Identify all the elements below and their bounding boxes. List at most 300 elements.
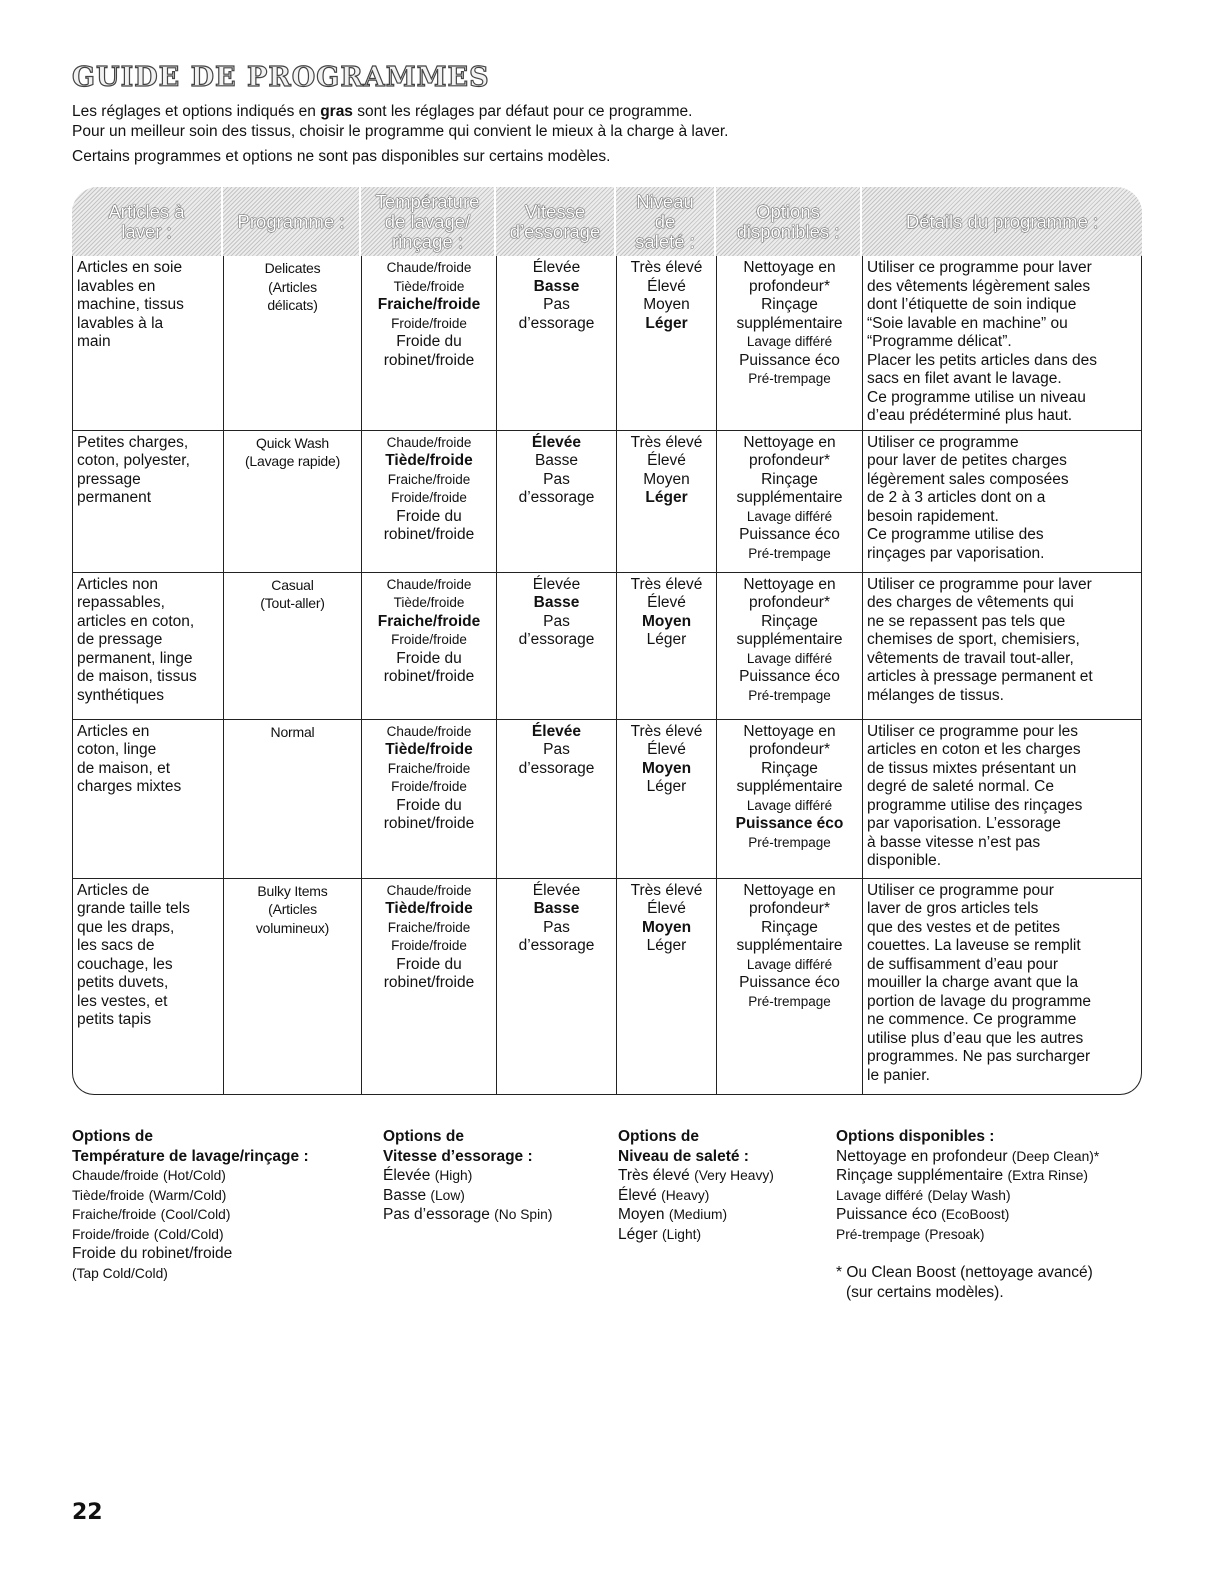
program-guide-table [72,187,1142,1095]
cell-line: couchage, les [77,955,173,973]
cell-options [716,879,862,1095]
cell-line: Froide du [396,955,462,973]
cell-line: Pré-trempage [748,371,831,386]
cell-line: pour laver de petites charges [867,452,1067,469]
cell-line: Élevé [647,277,686,295]
cell-articles [72,573,223,720]
legend-item-en: (Cold/Cold) [153,1226,224,1242]
cell-line: des vêtements légèrement sales [867,277,1091,295]
header-salete [616,187,716,256]
cell-line: Ce programme utilise des [867,526,1044,543]
cell-line: Chaude/froide [386,434,472,450]
legend-item-en: (Tap Cold/Cold) [72,1265,168,1281]
cell-line: Léger [646,937,687,954]
cell-vitesse [496,879,616,1095]
cell-line: robinet/froide [383,974,475,991]
legend-item-en: (Heavy) [661,1187,710,1203]
cell-line: petits tapis [77,1011,152,1028]
legend-item-en: (Medium) [668,1207,728,1222]
cell-line: (Articles [268,278,317,295]
cell-line: laver de gros articles tels [867,900,1039,917]
program-guide-table-container [72,187,1142,1092]
table-row [72,879,1142,1095]
cell-line: Utiliser ce programme pour les [867,722,1079,740]
cell-line: des charges de vêtements qui [867,594,1074,611]
cell-options [716,720,862,879]
cell-line: profondeur* [748,741,830,758]
legend-item [836,1186,1099,1206]
legend-item-fr: Fraiche/froide [72,1207,157,1222]
cell-line: Articles en [77,722,150,740]
cell-line: Articles en soie [77,259,183,276]
cell-line: Élevé [647,741,686,758]
legend-item [618,1186,774,1206]
cell-line: Basse [534,452,579,469]
cell-line: Chaude/froide [386,882,472,898]
cell-line: Petites charges, [77,433,189,451]
cell-salete [616,720,716,879]
cell-line: Léger [645,489,688,506]
legend-item [72,1244,309,1264]
cell-line: Pas [543,741,570,758]
cell-programme [223,879,361,1095]
cell-articles [72,431,223,573]
legend-heading: Options de [618,1128,699,1145]
legend-item-en: (No Spin) [494,1207,553,1222]
legend-item [836,1205,1099,1225]
legend-item [72,1205,309,1225]
header-line: Vitesse [524,200,586,222]
cell-programme [223,573,361,720]
cell-line: Basse [533,277,580,295]
cell-line: ne se repassent pas tels que [867,612,1066,630]
cell-line: lavables en [77,277,156,295]
cell-line: Placer les petits articles dans des [867,351,1098,369]
header-line: de lavage/ [384,210,471,232]
cell-line: Pré-trempage [748,545,831,561]
cell-line: robinet/froide [383,526,475,543]
header-line: de [654,210,676,232]
cell-salete [616,879,716,1095]
cell-line: petits duvets, [77,974,169,991]
legend-item [383,1205,552,1225]
cell-line: profondeur* [748,452,830,469]
legend-options [836,1127,1099,1244]
cell-line: Tiède/froide [385,741,473,758]
legend-item-en: (Deep Clean)* [1011,1148,1100,1164]
cell-line: ne commence. Ce programme [867,1011,1077,1028]
page-title: GUIDE DE PROGRAMMES [72,62,490,93]
legend-heading: Température de lavage/rinçage : [72,1147,309,1165]
cell-line: Élevée [531,722,582,740]
cell-line: Tiède/froide [385,900,473,917]
table-header-row [72,187,1142,256]
cell-line: Froide/froide [391,315,467,331]
cell-line: Très élevé [630,259,703,276]
legend-item-en: (Low) [430,1187,465,1203]
legend-item-fr: Froide du robinet/froide [72,1245,233,1262]
cell-line: Léger [645,314,688,332]
cell-line: lavables à la [77,314,164,332]
legend-item [72,1225,309,1245]
legend-item-en: (Extra Rinse) [1007,1168,1088,1183]
cell-line: Quick Wash [256,434,329,451]
cell-line: Lavage différé [746,650,833,666]
cell-line: délicats) [267,297,318,313]
cell-line: Froide du [396,333,462,350]
intro-bold-word: gras [320,103,353,120]
cell-line: coton, polyester, [77,452,190,469]
cell-line: Élevée [532,575,581,593]
cell-vitesse [496,573,616,720]
cell-line: Lavage différé [746,334,833,349]
cell-line: Basse [533,900,580,917]
cell-line: Basse [533,594,580,611]
cell-line: Pas [543,612,570,630]
cell-line: couettes. La laveuse se remplit [867,937,1081,954]
cell-line: Rinçage [761,612,818,630]
cell-line: portion de lavage du programme [867,992,1092,1010]
cell-line: d’essorage [518,314,595,332]
footnote-line: (sur certains modèles). [846,1283,1004,1301]
cell-line: repassables, [77,594,165,611]
cell-line: “Soie lavable en machine” ou [867,314,1068,332]
legend-item [618,1225,774,1245]
cell-line: utilise plus d’eau que les autres [867,1029,1084,1047]
cell-line: d’essorage [518,631,595,648]
header-line: Options [756,200,820,222]
cell-line: Léger [646,631,687,648]
header-articles [72,187,223,256]
page-number: 22 [72,1500,103,1525]
cell-details [862,573,1142,720]
header-vitesse [496,187,616,256]
cell-line: coton, linge [77,741,157,758]
cell-line: supplémentaire [736,489,843,506]
legend-item-fr: Léger [618,1225,658,1243]
table-row [72,720,1142,879]
cell-line: que les draps, [77,918,175,936]
cell-details [862,256,1142,431]
cell-line: articles en coton et les charges [867,741,1081,758]
cell-line: (Lavage rapide) [244,453,341,469]
cell-line: permanent, linge [77,649,193,667]
cell-line: Élevée [531,433,582,451]
cell-line: Tiède/froide [393,278,465,294]
cell-line: Utiliser ce programme [867,433,1019,451]
cell-line: Froide/froide [391,632,467,647]
intro-line-2: Pour un meilleur soin des tissus, choisir le programme qui convient le mieux à la charge à laver. [72,123,729,140]
cell-articles [72,879,223,1095]
legend-item-en: (Delay Wash) [927,1187,1011,1203]
legend-item-fr: Rinçage supplémentaire [836,1167,1004,1184]
cell-line: Chaude/froide [386,723,472,739]
cell-line: vêtements de travail tout-aller, [867,649,1074,667]
cell-line: Moyen [641,759,692,777]
header-programme [223,187,361,256]
header-temperature [361,187,496,256]
cell-line: par vaporisation. L’essorage [867,815,1061,832]
legend-item [383,1166,552,1186]
cell-line: Très élevé [630,881,703,899]
cell-line: Puissance éco [739,526,840,543]
cell-temperature [361,256,496,431]
legend-item-fr: Très élevé [618,1167,690,1184]
cell-line: charges mixtes [77,778,182,795]
legend-temperature [72,1127,309,1283]
cell-line: synthétiques [77,686,165,704]
cell-line: Nettoyage en [743,433,836,451]
cell-line: Froide du [396,507,462,525]
cell-line: Moyen [643,296,690,313]
cell-temperature [361,879,496,1095]
cell-line: Élevée [532,881,581,899]
cell-line: Articles non [77,575,158,593]
cell-line: programmes. Ne pas surcharger [867,1048,1091,1065]
legend-item-fr: Pas d’essorage [383,1206,490,1223]
cell-line: Puissance éco [735,815,844,832]
cell-articles [72,720,223,879]
cell-line: d’essorage [518,759,595,777]
cell-line: (Tout-aller) [260,595,325,611]
cell-vitesse [496,256,616,431]
cell-line: Moyen [643,470,690,488]
cell-line: supplémentaire [736,314,843,332]
cell-options [716,256,862,431]
legend-item [383,1186,552,1206]
legend-heading: Options de [383,1128,464,1145]
legend-heading: Niveau de saleté : [618,1147,749,1165]
header-line: Articles à [108,200,185,222]
cell-line: Très élevé [630,722,703,740]
cell-line: rinçages par vaporisation. [867,544,1045,562]
cell-line: articles en coton, [77,612,195,630]
cell-line: sacs en filet avant le lavage. [867,370,1062,387]
header-line: rinçage : [392,230,463,252]
legend-item-fr: Pré-trempage [836,1226,921,1242]
legend-item-fr: Lavage différé [836,1187,924,1203]
header-options [716,187,862,256]
cell-line: Rinçage [761,470,818,488]
cell-line: le panier. [867,1066,930,1084]
legend-vitesse [383,1127,552,1225]
cell-line: profondeur* [748,594,830,611]
cell-line: Pas [543,918,570,936]
legend-item [618,1166,774,1186]
header-line: Niveau [636,190,694,212]
legend-item-en: (Very Heavy) [694,1168,774,1183]
cell-line: Pas [543,296,570,313]
cell-line: main [77,333,111,350]
legend-item-fr: Basse [383,1186,427,1204]
legend-item-en: (Warm/Cold) [148,1187,227,1203]
cell-line: Pré-trempage [748,993,831,1009]
cell-line: Froide du [396,649,462,667]
cell-line: Casual [271,576,314,593]
legend-item-fr: Moyen [618,1206,665,1223]
intro-line-1 [72,102,692,122]
cell-line: Lavage différé [746,797,833,813]
cell-line: Élevé [647,594,686,611]
cell-options [716,431,862,573]
cell-line: Froide/froide [391,938,467,953]
cell-line: disponible. [867,852,942,869]
cell-salete [616,431,716,573]
legend-heading: Vitesse d’essorage : [383,1147,533,1165]
legend-item [72,1264,309,1284]
cell-line: Utiliser ce programme pour laver [867,575,1092,593]
cell-programme [223,720,361,879]
cell-line: Puissance éco [739,668,840,685]
cell-line: Puissance éco [739,974,840,991]
cell-line: grande taille tels [77,900,190,917]
legend-item [618,1205,774,1225]
cell-line: “Programme délicat”. [867,333,1012,350]
cell-line: Moyen [641,918,692,936]
intro-text: sont les réglages par défaut pour ce programme. [352,103,693,120]
cell-options [716,573,862,720]
footnote-line: * Ou Clean Boost (nettoyage avancé) [836,1264,1093,1281]
cell-temperature [361,573,496,720]
cell-line: degré de saleté normal. Ce [867,778,1054,795]
legend-heading: Options disponibles : [836,1128,995,1145]
cell-line: supplémentaire [736,631,843,648]
cell-line: de maison, tissus [77,668,197,685]
cell-salete [616,573,716,720]
cell-programme [223,256,361,431]
cell-line: Pré-trempage [748,687,831,703]
cell-line: que des vestes et de petites [867,918,1061,936]
legend-item-fr: Élevée [383,1167,431,1184]
cell-line: Tiède/froide [385,452,473,469]
cell-line: Fraiche/froide [387,919,471,935]
header-line: saleté : [635,230,695,252]
legend-item-fr: Chaude/froide [72,1168,159,1183]
cell-line: à basse vitesse n’est pas [867,833,1041,851]
cell-line: Fraiche/froide [387,760,471,776]
cell-details [862,431,1142,573]
cell-line: Chaude/froide [386,260,472,275]
cell-vitesse [496,431,616,573]
cell-line: (Articles [268,901,317,917]
cell-temperature [361,720,496,879]
header-line: Programme : [237,210,345,232]
legend-item-en: (Cool/Cold) [160,1207,231,1222]
cell-line: Bulky Items [257,882,328,899]
table-row [72,256,1142,431]
cell-line: Fraiche/froide [387,471,471,487]
cell-line: Élevé [647,900,686,917]
cell-line: supplémentaire [736,937,843,954]
footnote [836,1263,1093,1302]
cell-line: Élevée [532,259,581,276]
cell-line: d’essorage [518,489,595,506]
cell-line: dont l’étiquette de soin indique [867,296,1077,313]
legend-salete [618,1127,774,1244]
cell-line: profondeur* [748,277,830,295]
cell-line: besoin rapidement. [867,507,999,525]
cell-line: Articles de [77,881,150,899]
cell-line: machine, tissus [77,296,184,313]
cell-line: Lavage différé [746,508,833,524]
legend-item [72,1186,309,1206]
cell-line: profondeur* [748,900,830,917]
cell-line: de pressage [77,631,163,648]
intro-text: Les réglages et options indiqués en [72,103,321,120]
table-body [72,256,1142,1095]
cell-line: de tissus mixtes présentant un [867,759,1077,777]
cell-salete [616,256,716,431]
legend-item-en: (EcoBoost) [941,1207,1010,1222]
cell-line: pressage [77,470,141,488]
cell-line: Fraiche/froide [377,612,481,630]
cell-line: Delicates [264,260,321,276]
cell-programme [223,431,361,573]
cell-line: de suffisamment d’eau pour [867,955,1058,973]
header-line: Température [375,190,480,212]
cell-line: mouiller la charge avant que la [867,974,1079,991]
cell-line: Puissance éco [739,351,840,369]
cell-line: légèrement sales composées [867,470,1069,488]
cell-details [862,720,1142,879]
cell-line: Nettoyage en [743,259,836,276]
cell-line: articles à pressage permanent et [867,668,1093,685]
cell-line: chemises de sport, chemisiers, [867,631,1080,648]
cell-temperature [361,431,496,573]
legend-item-en: (Light) [661,1226,702,1242]
cell-articles [72,256,223,431]
cell-line: Froide/froide [391,779,467,794]
intro-line-3: Certains programmes et options ne sont pas disponibles sur certains modèles. [72,148,611,165]
cell-line: les vestes, et [77,992,168,1010]
header-line: d’essorage [509,220,601,242]
cell-line: permanent [77,489,152,506]
cell-line: robinet/froide [383,668,475,685]
cell-line: Rinçage [761,759,818,777]
header-line: laver : [121,220,172,242]
cell-line: Normal [270,723,315,740]
cell-line: Lavage différé [746,956,833,972]
cell-line: Nettoyage en [743,722,836,740]
cell-line: Froide du [396,796,462,814]
cell-line: mélanges de tissus. [867,686,1004,704]
legend-item-fr: Tiède/froide [72,1187,145,1203]
legend-item-en: (High) [434,1168,473,1183]
cell-line: Très élevé [630,433,703,451]
legend-item [836,1147,1099,1167]
cell-line: Moyen [641,612,692,630]
cell-line: Fraiche/froide [377,296,481,313]
legend-item [836,1166,1099,1186]
cell-line: Chaude/froide [386,576,472,592]
cell-line: Ce programme utilise un niveau [867,388,1086,406]
legend-item-fr: Nettoyage en profondeur [836,1147,1008,1165]
legend-heading: Options de [72,1128,153,1145]
cell-details [862,879,1142,1095]
cell-line: volumineux) [255,919,330,936]
cell-line: programme utilise des rinçages [867,796,1083,814]
cell-line: Froide/froide [391,490,467,505]
cell-vitesse [496,720,616,879]
cell-line: Rinçage [761,296,818,313]
cell-line: Tiède/froide [393,595,465,610]
header-details [862,187,1142,256]
cell-line: Utiliser ce programme pour [867,881,1054,899]
legend-item [72,1166,309,1186]
cell-line: d’eau prédéterminé plus haut. [867,407,1073,424]
header-line: Détails du programme : [905,210,1099,232]
table-row [72,573,1142,720]
